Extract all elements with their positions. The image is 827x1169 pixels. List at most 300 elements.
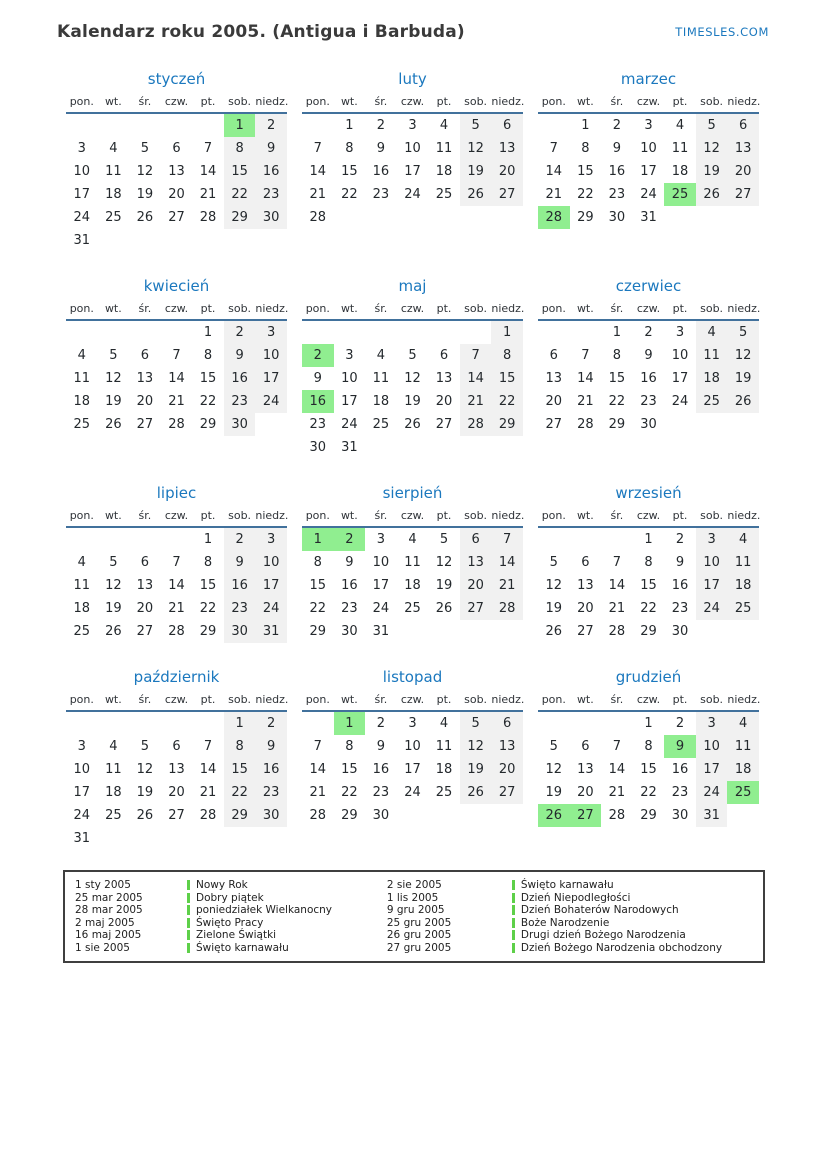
day-cell [727,413,759,436]
day-cell: 6 [491,711,523,735]
weekday-header: pon. [69,95,94,108]
page-title: Kalendarz roku 2005. (Antigua i Barbuda) [57,22,465,42]
day-cell: 4 [675,118,685,133]
day-cell: 6 [439,348,449,363]
day-cell [129,527,161,551]
day-cell [365,320,397,344]
day-cell: 3 [77,141,86,156]
weekday-header: sob. [700,302,724,315]
day-cell: 21 [608,785,626,800]
day-cell: 12 [545,762,563,777]
day-cell: 9 [376,141,386,156]
legend-entry [75,879,387,892]
day-cell: 5 [727,320,759,344]
day-cell: 23 [255,781,287,804]
weekday-header: pon. [305,693,330,706]
day-cell: 25 [727,597,759,620]
site-link[interactable]: TIMESLES.COM [675,25,769,39]
day-cell [98,527,130,551]
day-cell: 13 [491,735,523,758]
day-cell: 11 [727,735,759,758]
day-cell [192,711,224,735]
day-cell: 15 [199,578,217,593]
day-cell: 4 [376,348,386,363]
day-cell: 5 [140,739,150,754]
day-cell: 5 [549,555,558,570]
day-cell: 28 [577,417,594,432]
day-cell: 21 [309,785,327,800]
weekday-header: wt. [340,693,358,706]
weekday-header: czw. [164,302,189,315]
weekday-header: niedz. [727,509,761,522]
day-cell [98,229,130,252]
day-cell: 2 [675,532,685,547]
day-cell: 28 [168,417,185,432]
day-cell: 12 [460,735,492,758]
weekday-header: wt. [576,95,594,108]
day-cell [98,320,130,344]
weekday-header: wt. [104,693,122,706]
day-cell: 1 [644,532,653,547]
legend-date: 27 gru 2005 [386,941,452,954]
day-cell: 10 [404,141,421,156]
day-cell: 21 [608,601,626,616]
legend-date: 2 sie 2005 [386,879,442,891]
legend-entry [75,904,387,917]
day-cell: 19 [435,578,453,593]
day-cell: 26 [460,781,492,804]
day-cell: 24 [73,210,91,225]
day-cell: 30 [255,804,287,827]
legend-entry [75,892,387,905]
legend-date: 28 mar 2005 [75,904,143,917]
weekday-header: czw. [400,693,425,706]
day-cell: 28 [309,210,327,225]
day-cell: 4 [77,348,86,363]
day-cell: 26 [136,808,154,823]
day-cell: 18 [435,164,453,179]
day-cell: 19 [136,785,154,800]
day-cell: 7 [581,348,590,363]
day-cell [302,113,334,137]
day-cell: 10 [640,141,657,156]
day-cell: 29 [640,624,657,639]
day-cell: 21 [460,390,492,413]
day-cell [192,113,224,137]
day-cell: 12 [136,762,154,777]
weekday-header: niedz. [255,95,289,108]
day-cell: 20 [168,785,185,800]
day-cell [727,620,759,643]
day-cell: 25 [664,183,696,206]
day-cell: 16 [372,762,390,777]
holiday-marker [187,918,190,928]
day-cell: 28 [491,597,523,620]
weekday-header: niedz. [727,95,761,108]
day-cell: 13 [168,762,185,777]
legend-holiday-name: Nowy Rok [196,879,248,891]
day-cell: 18 [671,164,689,179]
day-cell [460,804,492,827]
month-title: sierpień [382,484,443,502]
day-cell [302,320,334,344]
day-cell: 20 [491,160,523,183]
day-cell [255,827,287,850]
day-cell: 1 [345,118,354,133]
weekday-header: pon. [69,693,94,706]
day-cell: 15 [224,160,256,183]
day-cell [397,620,429,643]
day-cell: 27 [545,417,563,432]
day-cell [696,206,728,229]
day-cell [727,206,759,229]
day-cell: 30 [608,210,626,225]
day-cell [538,320,570,344]
weekday-header: śr. [374,693,388,706]
day-cell: 20 [136,601,154,616]
day-cell: 8 [224,137,256,160]
day-cell: 5 [460,711,492,735]
day-cell: 28 [168,624,185,639]
calendar-year-grid [66,70,827,850]
weekday-header: niedz. [255,509,289,522]
day-cell [66,113,98,137]
day-cell: 22 [199,601,217,616]
day-cell: 25 [696,390,728,413]
day-cell: 19 [460,758,492,781]
day-cell: 4 [696,320,728,344]
day-cell: 13 [545,371,563,386]
weekday-header: niedz. [255,302,289,315]
day-cell: 12 [435,555,453,570]
day-cell: 12 [136,164,154,179]
day-cell [601,711,633,735]
weekday-header: sob. [700,693,724,706]
day-cell: 1 [224,711,256,735]
day-cell: 13 [136,371,154,386]
day-cell: 18 [404,578,421,593]
day-cell: 21 [199,785,217,800]
day-cell [66,527,98,551]
day-cell: 5 [439,532,449,547]
day-cell: 10 [73,762,91,777]
day-cell: 9 [255,137,287,160]
weekday-header: śr. [610,95,624,108]
day-cell [98,711,130,735]
day-cell [601,527,633,551]
day-cell: 14 [199,164,217,179]
month-kwiecień [66,277,287,436]
day-cell: 30 [255,206,287,229]
day-cell: 21 [309,187,327,202]
day-cell: 13 [577,762,594,777]
day-cell: 27 [491,781,523,804]
day-cell: 17 [255,574,287,597]
legend-holiday-name: Dzień Bohaterów Narodowych [520,904,679,917]
day-cell [161,827,193,850]
day-cell: 2 [224,527,256,551]
day-cell: 16 [341,578,358,593]
legend-entry [75,917,387,930]
day-cell: 24 [372,601,390,616]
month-table [538,693,759,827]
month-table [538,509,759,643]
month-title: kwiecień [143,277,210,295]
day-cell: 7 [313,739,322,754]
day-cell: 26 [460,183,492,206]
day-cell: 22 [640,601,657,616]
day-cell: 27 [136,624,154,639]
day-cell: 23 [255,183,287,206]
day-cell: 9 [664,735,696,758]
day-cell [491,206,523,229]
day-cell: 27 [460,597,492,620]
day-cell: 29 [309,624,327,639]
weekday-header: wt. [576,302,594,315]
day-cell: 20 [545,394,563,409]
day-cell: 14 [168,371,185,386]
holiday-marker [512,943,515,953]
day-cell: 9 [224,551,256,574]
month-title: marzec [620,70,677,88]
day-cell: 25 [105,210,122,225]
day-cell: 4 [109,141,118,156]
weekday-header: śr. [610,509,624,522]
weekday-header: pt. [200,302,216,315]
day-cell: 12 [545,578,563,593]
day-cell: 20 [460,574,492,597]
day-cell: 18 [727,758,759,781]
holiday-marker [512,893,515,903]
day-cell: 31 [255,620,287,643]
holiday-marker [512,918,515,928]
day-cell: 5 [109,348,118,363]
day-cell: 29 [640,808,657,823]
day-cell: 19 [105,601,122,616]
day-cell [161,711,193,735]
day-cell: 14 [577,371,594,386]
legend-date: 26 gru 2005 [386,929,452,942]
month-title: styczeń [147,70,206,88]
day-cell: 30 [224,620,256,643]
day-cell: 25 [727,781,759,804]
day-cell: 2 [255,711,287,735]
day-cell: 7 [612,739,622,754]
weekday-header: śr. [138,95,152,108]
day-cell: 6 [727,113,759,137]
weekday-header: pon. [305,509,330,522]
day-cell: 26 [696,183,728,206]
day-cell: 19 [404,394,421,409]
weekday-header: śr. [374,302,388,315]
day-cell: 2 [255,113,287,137]
month-table [538,95,759,229]
day-cell: 24 [696,597,728,620]
day-cell [129,320,161,344]
day-cell: 13 [460,551,492,574]
weekday-header: czw. [400,509,425,522]
day-cell: 24 [255,390,287,413]
day-cell: 27 [577,624,594,639]
month-czerwiec [538,277,759,436]
day-cell: 6 [140,348,150,363]
day-cell [696,413,728,436]
day-cell: 25 [105,808,122,823]
day-cell [491,620,523,643]
day-cell [334,320,366,344]
day-cell: 22 [199,394,217,409]
day-cell: 24 [404,785,421,800]
day-cell: 31 [73,233,91,248]
day-cell: 27 [570,804,602,827]
day-cell: 25 [404,601,421,616]
day-cell [129,229,161,252]
day-cell [538,113,570,137]
day-cell: 15 [577,164,594,179]
legend-date: 25 gru 2005 [386,916,452,929]
day-cell: 9 [675,555,685,570]
day-cell: 2 [376,716,386,731]
day-cell: 29 [224,804,256,827]
day-cell: 25 [73,624,91,639]
day-cell: 6 [172,739,181,754]
day-cell [397,804,429,827]
day-cell: 27 [168,808,185,823]
day-cell: 21 [577,394,594,409]
day-cell: 22 [577,187,594,202]
day-cell: 13 [435,371,453,386]
day-cell: 20 [727,160,759,183]
day-cell: 10 [372,555,390,570]
month-title: czerwiec [615,277,682,295]
day-cell: 6 [549,348,558,363]
legend-entry [387,929,753,942]
day-cell [570,527,602,551]
day-cell: 19 [460,160,492,183]
weekday-header: czw. [636,693,661,706]
day-cell: 23 [372,187,390,202]
legend-entry [75,929,387,942]
legend-date: 9 gru 2005 [386,904,445,917]
day-cell: 27 [136,417,154,432]
day-cell: 7 [460,344,492,367]
day-cell: 22 [224,183,256,206]
day-cell: 18 [372,394,390,409]
day-cell: 1 [302,527,334,551]
day-cell: 1 [612,325,622,340]
day-cell: 26 [136,210,154,225]
day-cell: 2 [224,320,256,344]
day-cell [460,320,492,344]
day-cell: 23 [372,785,390,800]
day-cell: 8 [345,739,354,754]
holiday-marker [187,880,190,890]
day-cell: 2 [302,344,334,367]
day-cell: 8 [345,141,354,156]
day-cell [428,320,460,344]
day-cell: 11 [727,551,759,574]
day-cell: 9 [313,371,322,386]
day-cell: 18 [435,762,453,777]
day-cell: 6 [581,739,590,754]
day-cell: 1 [203,532,213,547]
day-cell: 25 [73,417,91,432]
day-cell: 27 [727,183,759,206]
day-cell [98,113,130,137]
day-cell: 17 [73,187,91,202]
day-cell: 15 [224,758,256,781]
day-cell: 14 [199,762,217,777]
day-cell: 8 [224,735,256,758]
day-cell: 11 [404,555,421,570]
weekday-header: czw. [636,509,661,522]
day-cell: 15 [491,367,523,390]
day-cell: 13 [136,578,154,593]
day-cell [397,320,429,344]
weekday-header: śr. [138,509,152,522]
weekday-header: czw. [400,302,425,315]
day-cell: 23 [341,601,358,616]
day-cell: 7 [313,141,322,156]
day-cell: 24 [255,597,287,620]
day-cell: 5 [408,348,417,363]
day-cell: 10 [671,348,689,363]
day-cell: 22 [491,390,523,413]
day-cell: 16 [255,160,287,183]
weekday-header: pon. [305,302,330,315]
day-cell: 9 [644,348,653,363]
weekday-header: wt. [104,302,122,315]
day-cell [161,229,193,252]
weekday-header: niedz. [491,95,525,108]
weekday-header: sob. [700,95,724,108]
day-cell: 12 [105,578,122,593]
month-wrzesień [538,484,759,643]
day-cell: 18 [105,187,122,202]
day-cell [365,206,397,229]
day-cell: 3 [696,527,728,551]
day-cell [460,620,492,643]
day-cell: 18 [73,394,91,409]
day-cell: 19 [545,601,563,616]
month-table [66,693,287,850]
weekday-header: sob. [700,509,724,522]
day-cell: 7 [549,141,558,156]
weekday-header: czw. [636,95,661,108]
day-cell: 7 [491,527,523,551]
day-cell: 10 [696,551,728,574]
legend-entry [387,942,753,955]
day-cell: 21 [491,574,523,597]
weekday-header: pt. [672,95,688,108]
month-table [538,302,759,436]
weekday-header: wt. [576,693,594,706]
day-cell: 9 [612,141,622,156]
weekday-header: pt. [436,95,452,108]
day-cell: 26 [545,624,563,639]
day-cell: 27 [168,210,185,225]
day-cell: 14 [491,551,523,574]
day-cell: 17 [255,367,287,390]
day-cell: 17 [404,762,421,777]
day-cell: 28 [460,413,492,436]
day-cell: 23 [224,597,256,620]
day-cell: 6 [581,555,590,570]
legend-holiday-name: Dzień Niepodległości [520,891,631,904]
weekday-header: sob. [464,95,488,108]
day-cell [161,113,193,137]
month-maj [302,277,523,459]
